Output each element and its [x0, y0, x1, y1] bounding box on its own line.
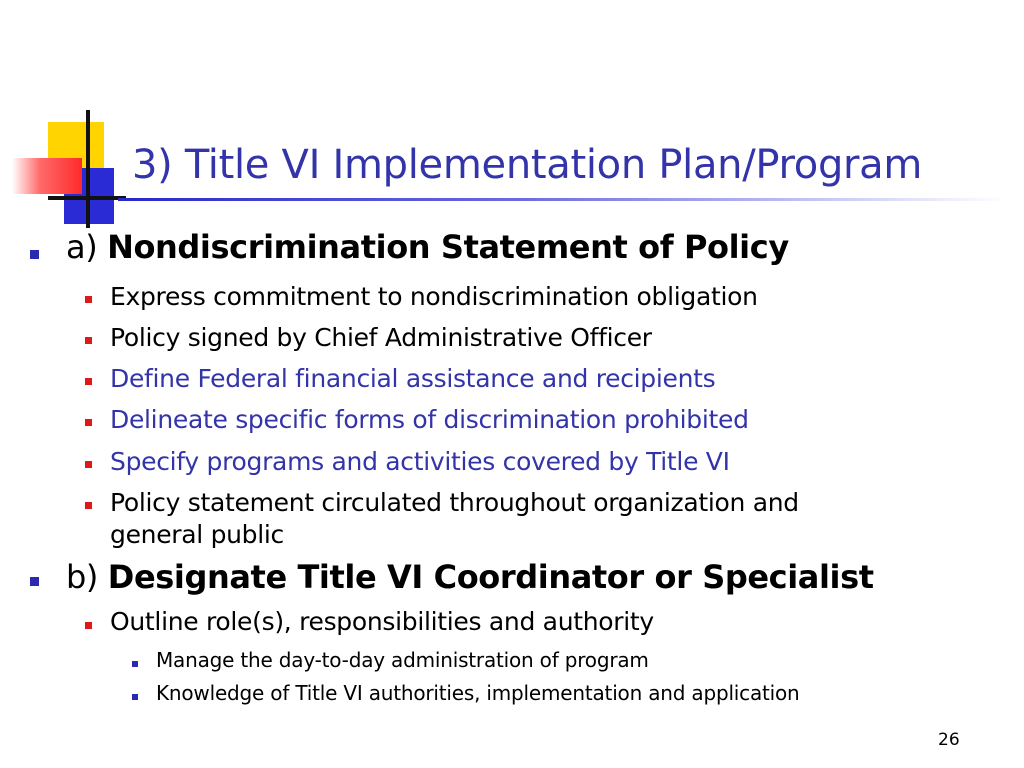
list-item: Specify programs and activities covered by Title VI: [110, 447, 730, 476]
bullet-square-icon: [132, 661, 138, 667]
bullet-square-icon: [132, 694, 138, 700]
list-item: Outline role(s), responsibilities and authority: [110, 607, 654, 636]
list-item: Delineate specific forms of discrimination prohibited: [110, 405, 749, 434]
slide-title: 3) Title VI Implementation Plan/Program: [132, 142, 923, 188]
bullet-square-icon: [85, 419, 92, 426]
page-number: 26: [938, 730, 960, 750]
bullet-square-icon: [85, 502, 92, 509]
bullet-square-icon: [85, 378, 92, 385]
bullet-square-icon: [30, 250, 39, 259]
sub-list-item: Manage the day-to-day administration of program: [156, 648, 649, 672]
list-item: Define Federal financial assistance and recipients: [110, 364, 716, 393]
logo-horizontal-line: [48, 196, 126, 200]
bullet-square-icon: [85, 337, 92, 344]
bullet-square-icon: [85, 461, 92, 468]
section-a-heading: [66, 228, 789, 266]
list-item-continuation: general public: [110, 520, 284, 549]
logo-vertical-line: [86, 110, 90, 228]
logo-red-gradient-bar: [12, 158, 82, 194]
bullet-square-icon: [30, 577, 39, 586]
list-item: Express commitment to nondiscrimination obligation: [110, 282, 758, 311]
bullet-square-icon: [85, 296, 92, 303]
bullet-square-icon: [85, 622, 92, 629]
section-a-prefix: a): [66, 228, 98, 266]
section-b-heading: [66, 558, 874, 596]
section-b-title: Designate Title VI Coordinator or Specialist: [107, 558, 874, 596]
title-underline: [118, 198, 1006, 201]
sub-list-item: Knowledge of Title VI authorities, implementation and application: [156, 681, 800, 705]
section-a-title: Nondiscrimination Statement of Policy: [107, 228, 789, 266]
list-item: Policy statement circulated throughout organization and: [110, 488, 799, 517]
list-item: Policy signed by Chief Administrative Officer: [110, 323, 652, 352]
section-b-prefix: b): [66, 558, 98, 596]
